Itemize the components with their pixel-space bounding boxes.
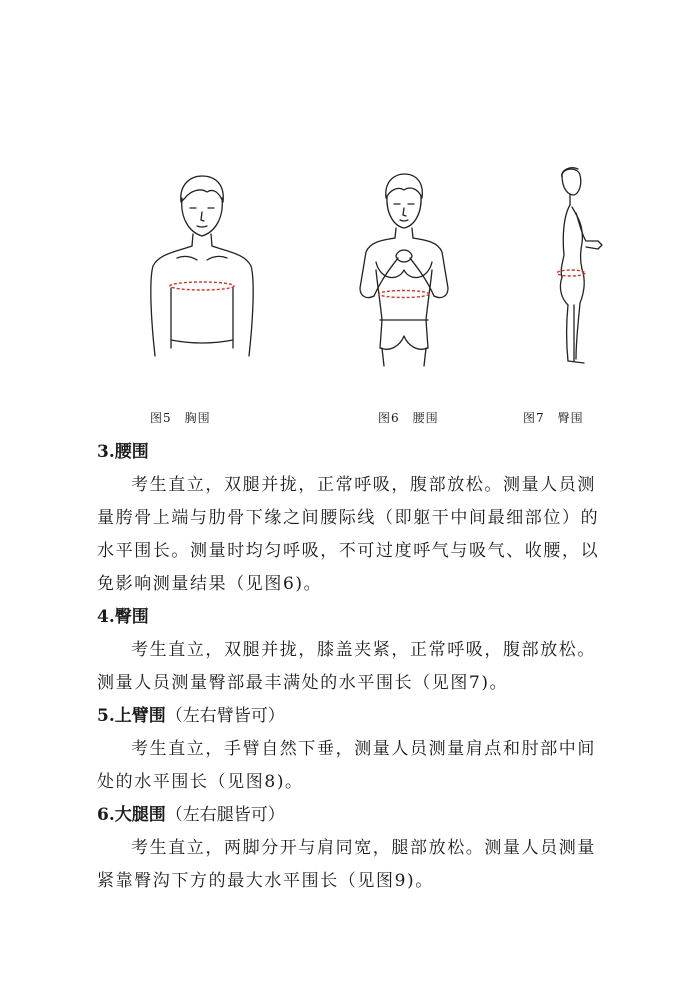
caption-figure-5: 图5 胸围	[150, 411, 211, 425]
paragraph-line: 测量人员测量臀部最丰满处的水平围长（见图7)。	[97, 673, 509, 693]
paragraph-line: 处的水平围长（见图8)。	[97, 772, 304, 792]
section-waist	[97, 436, 609, 601]
heading-note: （左右腿皆可）	[165, 805, 285, 825]
figure-hip	[540, 165, 610, 370]
section-paragraph	[97, 733, 609, 799]
section-hip	[97, 601, 609, 700]
paragraph-line: 免影响测量结果（见图6)。	[97, 574, 323, 594]
paragraph-line: 考生直立，两脚分开与肩同宽，腿部放松。测量人员测量	[131, 838, 596, 858]
figure-waist	[340, 170, 465, 370]
figure-chest	[135, 170, 265, 360]
paragraph-line: 紧靠臀沟下方的最大水平围长（见图9)。	[97, 871, 434, 891]
paragraph-line: 考生直立，手臂自然下垂，测量人员测量肩点和肘部中间	[131, 739, 596, 759]
document-body	[97, 436, 609, 898]
section-paragraph	[97, 832, 609, 898]
caption-figure-6: 图6 腰围	[378, 411, 439, 425]
paragraph-line: 水平围长。测量时均匀呼吸，不可过度呼气与吸气、收腰，以	[97, 541, 600, 561]
paragraph-line: 考生直立，双腿并拢，正常呼吸，腹部放松。测量人员测	[131, 475, 596, 495]
caption-figure-7: 图7 臀围	[523, 411, 584, 425]
section-paragraph	[97, 469, 609, 601]
section-heading: 3.腰围	[97, 442, 149, 462]
section-paragraph	[97, 634, 609, 700]
section-heading: 6.大腿围（左右腿皆可）	[97, 805, 285, 825]
heading-note: （左右臂皆可）	[165, 706, 285, 726]
section-heading: 4.臀围	[97, 607, 149, 627]
section-heading: 5.上臂围（左右臂皆可）	[97, 706, 285, 726]
paragraph-line: 量胯骨上端与肋骨下缘之间腰际线（即躯干中间最细部位）的	[97, 508, 600, 528]
section-upper-arm	[97, 700, 609, 799]
paragraph-line: 考生直立，双腿并拢，膝盖夹紧，正常呼吸，腹部放松。	[131, 640, 596, 660]
section-thigh	[97, 799, 609, 898]
